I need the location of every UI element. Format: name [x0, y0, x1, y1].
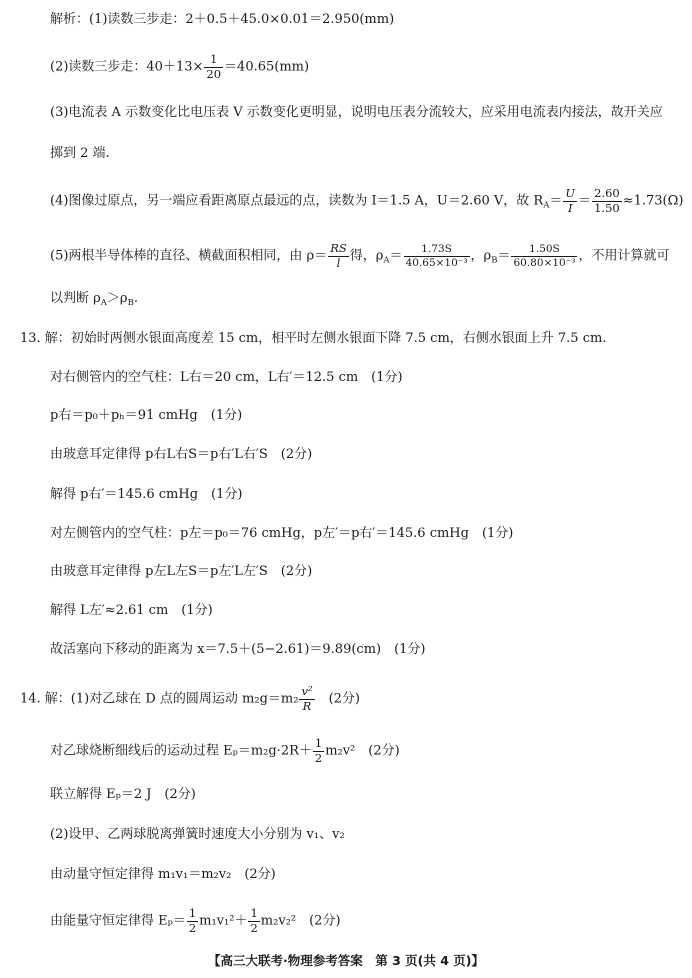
- p14-line-1: 14. 解：(1)对乙球在 D 点的圆周运动 m₂g＝m₂ $\frac{\text{v²}}{R}$ (2分): [20, 684, 360, 713]
- p13-line-3: p右＝p₀＋pₕ＝91 cmHg (1分): [50, 408, 243, 423]
- p12-line-3: (3)电流表 A 示数变化比电压表 V 示数变化更明显，说明电压表分流较大，应采用电流表内接法，故开关应: [50, 105, 663, 120]
- p13-line-5: 解得 p右′＝145.6 cmHg (1分): [50, 487, 243, 502]
- p12-line-6: (5)两根半导体棒的直径、横截面积相同，由 ρ＝ $\frac{RS}{l}$ 得，$\rho_A=$ $\frac{1.73S}{\text{40.65×10⁻³}}$ ，$\rho_B=$ $\frac{1.50S}{\text{60.80×10⁻³}}$ ，不用计算就可: [50, 241, 670, 270]
- p12-line-4: 掷到 2 端.: [50, 146, 110, 161]
- p13-line-8: 解得 L左′≈2.61 cm (1分): [50, 603, 213, 618]
- p13-line-7: 由玻意耳定律得 p左L左S＝p左′L左′S (2分): [50, 564, 313, 579]
- p14-line-3: 联立解得 Eₚ＝2 J (2分): [50, 787, 196, 802]
- p14-line-6: 由能量守恒定律得 Eₚ＝ $\frac{1}{2}$ m₁v₁²＋ $\frac{1}{2}$ m₂v₂² (2分): [50, 906, 341, 935]
- p13-line-1: 13. 解：初始时两侧水银面高度差 15 cm，相平时左侧水银面下降 7.5 cm，右侧水银面上升 7.5 cm.: [20, 331, 607, 346]
- p14-line-5: 由动量守恒定律得 m₁v₁＝m₂v₂ (2分): [50, 867, 276, 882]
- p12-line-7: 以判断 $\rho_A>\rho_B$.: [50, 291, 138, 308]
- p12-line-2: (2)读数三步走：40＋13× $\frac{1}{20}$ ＝40.65(mm): [50, 52, 310, 81]
- p13-line-6: 对左侧管内的空气柱：p左＝p₀＝76 cmHg，p左′＝p右′＝145.6 cmHg (1分): [50, 526, 514, 541]
- p13-line-9: 故活塞向下移动的距离为 x＝7.5＋(5−2.61)＝9.89(cm) (1分): [50, 642, 426, 657]
- p13-line-2: 对右侧管内的空气柱：L右＝20 cm，L右′＝12.5 cm (1分): [50, 370, 403, 385]
- p12-line-5: (4)图像过原点，另一端应看距离原点最远的点，读数为 I＝1.5 A，U＝2.60 V，故 $R_A=$ $\frac{U}{I}$ ＝ $\frac{2.60}{1.50}$ ≈1.73(Ω): [50, 186, 684, 215]
- p14-line-2: 对乙球烧断细线后的运动过程 Eₚ＝m₂g·2R＋ $\frac{1}{2}$ m₂v² (2分): [50, 736, 400, 765]
- p14-line-4: (2)设甲、乙两球脱离弹簧时速度大小分别为 v₁、v₂: [50, 827, 345, 842]
- p13-line-4: 由玻意耳定律得 p右L右S＝p右′L右′S (2分): [50, 447, 313, 462]
- p12-line-1: 解析：(1)读数三步走：2＋0.5＋45.0×0.01＝2.950(mm): [50, 12, 395, 27]
- page-footer: 【高三大联考·物理参考答案 第 3 页(共 4 页)】: [208, 953, 484, 968]
